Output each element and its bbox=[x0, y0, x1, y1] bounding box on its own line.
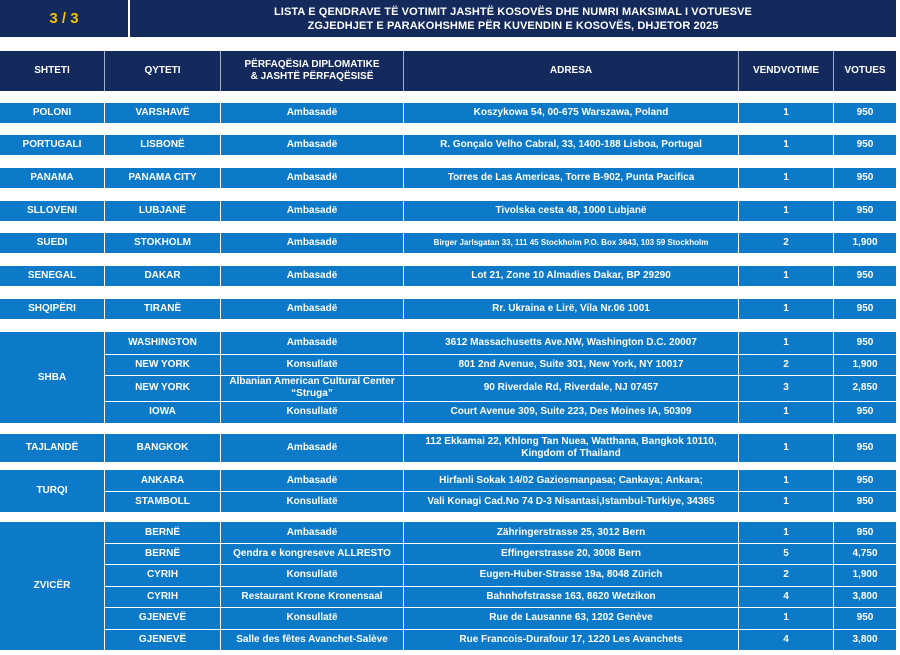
mission-type-cell: Ambasadë bbox=[286, 237, 338, 248]
city-cell: STAMBOLL bbox=[135, 495, 190, 507]
city-cell: CYRIH bbox=[146, 590, 179, 602]
city-cell: BERNË bbox=[144, 547, 180, 559]
country-cell: SHQIPËRI bbox=[28, 303, 76, 314]
address-cell: Zähringerstrasse 25, 3012 Bern bbox=[496, 526, 646, 538]
mission-type-cell: Ambasadë bbox=[286, 303, 338, 314]
city-cell: DAKAR bbox=[144, 270, 181, 281]
column-header-perfaqesia bbox=[221, 51, 403, 91]
stations-cell: 1 bbox=[783, 205, 789, 216]
country-cell: TAJLANDË bbox=[25, 442, 79, 453]
stations-cell: 4 bbox=[783, 633, 789, 645]
voters-cell: 1,900 bbox=[852, 358, 878, 370]
address-cell: Torres de Las Americas, Torre B-902, Punta Pacifica bbox=[447, 172, 695, 183]
stations-cell: 5 bbox=[783, 547, 789, 559]
address-cell: R. Gonçalo Velho Cabral, 33, 1400-188 Lisboa, Portugal bbox=[440, 139, 702, 150]
country-cell: PANAMA bbox=[30, 172, 74, 183]
column-header-vendvotime: VENDVOTIME bbox=[752, 65, 820, 76]
voters-cell: 950 bbox=[856, 406, 874, 417]
column-header-perfaqesia-line-1: PËRFAQËSIA DIPLOMATIKE bbox=[244, 59, 380, 70]
city-cell: NEW YORK bbox=[135, 382, 190, 393]
country-group bbox=[0, 522, 896, 650]
title-bar bbox=[0, 0, 896, 37]
city-cell: GJENEVË bbox=[138, 633, 187, 645]
country-cell: SHBA bbox=[37, 371, 67, 383]
address-cell: Koszykowa 54, 00-675 Warszawa, Poland bbox=[473, 107, 669, 118]
address-cell: Court Avenue 309, Suite 223, Des Moines IA, 50309 bbox=[450, 406, 692, 417]
voters-cell: 950 bbox=[856, 270, 874, 281]
country-group bbox=[0, 135, 896, 155]
country-group bbox=[0, 201, 896, 221]
mission-type-cell: Ambasadë bbox=[286, 526, 338, 538]
address-cell: Rue de Lausanne 63, 1202 Genève bbox=[489, 612, 653, 623]
country-group bbox=[0, 168, 896, 188]
mission-type-cell: Ambasadë bbox=[286, 139, 338, 150]
address-cell: Rr. Ukraina e Lirë, Vila Nr.06 1001 bbox=[492, 303, 650, 314]
stations-cell: 1 bbox=[783, 172, 789, 183]
voters-cell: 1,900 bbox=[852, 237, 878, 248]
mission-type-cell: Ambasadë bbox=[286, 172, 338, 183]
voters-cell: 3,800 bbox=[852, 590, 878, 602]
voters-cell: 950 bbox=[856, 337, 874, 348]
mission-type-cell: Qendra e kongreseve ALLRESTO bbox=[233, 547, 391, 559]
city-cell: TIRANË bbox=[143, 303, 182, 314]
column-header-perfaqesia-line-2: & JASHTË PËRFAQËSISË bbox=[250, 71, 374, 82]
stations-cell: 1 bbox=[783, 303, 789, 314]
voters-cell: 950 bbox=[856, 303, 874, 314]
document-title bbox=[130, 0, 896, 37]
city-cell: PANAMA CITY bbox=[128, 172, 197, 183]
mission-type-cell: Albanian American Cultural Center “Struga” bbox=[229, 376, 395, 399]
country-group bbox=[0, 233, 896, 253]
city-cell: BERNË bbox=[144, 526, 180, 538]
column-header-shteti: SHTETI bbox=[34, 65, 70, 76]
mission-type-cell: Salle des fêtes Avanchet-Salève bbox=[236, 633, 388, 645]
voters-cell: 950 bbox=[856, 205, 874, 216]
stations-cell: 2 bbox=[783, 569, 789, 580]
column-header-adresa: ADRESA bbox=[549, 65, 593, 76]
country-cell: SUEDI bbox=[36, 237, 68, 248]
voters-cell: 950 bbox=[856, 107, 874, 118]
country-group bbox=[0, 103, 896, 123]
stations-cell: 1 bbox=[783, 474, 789, 486]
mission-type-cell: Ambasadë bbox=[286, 270, 338, 281]
stations-cell: 1 bbox=[783, 612, 789, 623]
country-group bbox=[0, 434, 896, 462]
address-cell: Hirfanli Sokak 14/02 Gaziosmanpasa; Cankaya; Ankara; bbox=[439, 474, 703, 486]
country-cell: SENEGAL bbox=[27, 270, 77, 281]
country-group bbox=[0, 332, 896, 423]
column-header-qyteti: QYTETI bbox=[144, 65, 181, 76]
city-cell: VARSHAVË bbox=[135, 107, 190, 118]
city-cell: ANKARA bbox=[140, 474, 185, 486]
address-cell: Lot 21, Zone 10 Almadies Dakar, BP 29290 bbox=[471, 270, 671, 281]
voters-cell: 1,900 bbox=[852, 569, 878, 580]
city-cell: IOWA bbox=[149, 406, 176, 417]
title-line-1: LISTA E QENDRAVE TË VOTIMIT JASHTË KOSOVËS DHE NUMRI MAKSIMAL I VOTUESVE bbox=[273, 5, 752, 18]
address-cell: Birger Jarlsgatan 33, 111 45 Stockholm P.O. Box 3643, 103 59 Stockholm bbox=[433, 238, 709, 247]
city-cell: GJENEVË bbox=[138, 612, 187, 623]
city-cell: WASHINGTON bbox=[128, 337, 197, 348]
address-cell: 801 2nd Avenue, Suite 301, New York, NY 10017 bbox=[458, 358, 684, 370]
stations-cell: 1 bbox=[783, 442, 789, 453]
stations-cell: 2 bbox=[783, 237, 789, 248]
stations-cell: 1 bbox=[783, 406, 789, 417]
mission-type-cell: Ambasadë bbox=[286, 205, 338, 216]
voters-cell: 950 bbox=[856, 495, 874, 507]
voters-cell: 2,850 bbox=[852, 382, 878, 393]
stations-cell: 1 bbox=[783, 107, 789, 118]
stations-cell: 1 bbox=[783, 526, 789, 538]
stations-cell: 2 bbox=[783, 358, 789, 370]
voters-cell: 950 bbox=[856, 526, 874, 538]
address-cell: Effingerstrasse 20, 3008 Bern bbox=[500, 547, 642, 559]
mission-type-cell: Konsullatë bbox=[286, 495, 338, 507]
page-number: 3 / 3 bbox=[49, 10, 79, 27]
mission-type-cell: Konsullatë bbox=[286, 569, 338, 580]
city-cell: NEW YORK bbox=[135, 358, 190, 370]
country-cell: ZVICËR bbox=[33, 580, 71, 591]
mission-type-cell: Konsullatë bbox=[286, 358, 338, 370]
country-cell: TURQI bbox=[36, 485, 68, 496]
mission-type-cell: Ambasadë bbox=[286, 442, 338, 453]
country-group bbox=[0, 470, 896, 512]
mission-type-cell: Ambasadë bbox=[286, 107, 338, 118]
address-cell: Bahnhofstrasse 163, 8620 Wetzikon bbox=[486, 590, 656, 602]
address-cell: 112 Ekkamai 22, Khlong Tan Nuea, Watthana, Bangkok 10110, Kingdom of Thailand bbox=[425, 436, 717, 459]
voters-cell: 950 bbox=[856, 474, 874, 486]
mission-type-cell: Ambasadë bbox=[286, 474, 338, 486]
stations-cell: 1 bbox=[783, 495, 789, 507]
city-cell: BANGKOK bbox=[136, 442, 189, 453]
city-cell: STOKHOLM bbox=[133, 237, 192, 248]
city-cell: CYRIH bbox=[146, 569, 179, 580]
mission-type-cell: Restaurant Krone Kronensaal bbox=[241, 590, 383, 602]
title-line-2: ZGJEDHJET E PARAKOHSHME PËR KUVENDIN E KOSOVËS, DHJETOR 2025 bbox=[307, 19, 719, 32]
mission-type-cell: Konsullatë bbox=[286, 612, 338, 623]
country-group bbox=[0, 299, 896, 319]
address-cell: Eugen-Huber-Strasse 19a, 8048 Zürich bbox=[479, 569, 663, 580]
address-cell: Rue Francois-Durafour 17, 1220 Les Avanchets bbox=[459, 633, 683, 645]
stations-cell: 3 bbox=[783, 382, 789, 393]
table-header bbox=[0, 51, 896, 91]
stations-cell: 1 bbox=[783, 139, 789, 150]
address-cell: Vali Konagi Cad.No 74 D-3 Nisantasi,Istambul-Turkiye, 34365 bbox=[427, 495, 715, 507]
voters-cell: 950 bbox=[856, 442, 874, 453]
column-header-votues: VOTUES bbox=[844, 65, 886, 76]
mission-type-cell: Ambasadë bbox=[286, 337, 338, 348]
country-group bbox=[0, 266, 896, 286]
city-cell: LISBONË bbox=[140, 139, 185, 150]
country-cell: SLLOVENI bbox=[26, 205, 77, 216]
address-cell: 90 Riverdale Rd, Riverdale, NJ 07457 bbox=[483, 382, 659, 393]
country-cell: POLONI bbox=[32, 107, 72, 118]
mission-type-cell: Konsullatë bbox=[286, 406, 338, 417]
address-cell: 3612 Massachusetts Ave.NW, Washington D.C. 20007 bbox=[445, 337, 697, 348]
city-cell: LUBJANË bbox=[138, 205, 187, 216]
address-cell: Tivolska cesta 48, 1000 Lubjanë bbox=[495, 205, 647, 216]
voters-cell: 950 bbox=[856, 172, 874, 183]
country-cell: PORTUGALI bbox=[22, 139, 82, 150]
stations-cell: 1 bbox=[783, 337, 789, 348]
voters-cell: 3,800 bbox=[852, 633, 878, 645]
voters-cell: 950 bbox=[856, 139, 874, 150]
stations-cell: 4 bbox=[783, 590, 789, 602]
stations-cell: 1 bbox=[783, 270, 789, 281]
voters-cell: 950 bbox=[856, 612, 874, 623]
voters-cell: 4,750 bbox=[852, 547, 878, 559]
